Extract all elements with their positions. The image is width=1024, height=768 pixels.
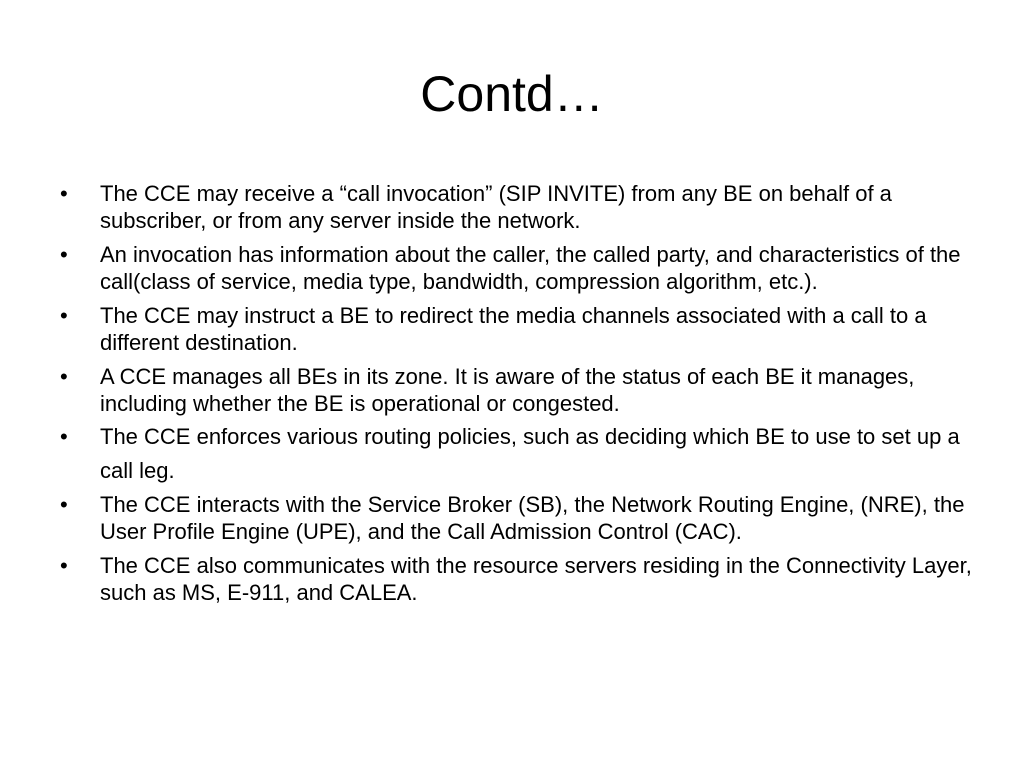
bullet-icon: • <box>60 181 68 206</box>
slide-title: Contd… <box>420 66 604 122</box>
bullet-text: The CCE may receive a “call invocation” (SIP INVITE) from any BE on behalf of a subscriber, or from any server inside the network. <box>100 181 892 233</box>
bullet-item <box>58 241 978 295</box>
bullet-item <box>58 363 978 417</box>
bullet-icon: • <box>60 303 68 328</box>
bullet-item <box>58 491 978 545</box>
bullet-text: The CCE interacts with the Service Broker (SB), the Network Routing Engine, (NRE), the User Profile Engine (UPE), and the Call Admission Control (CAC). <box>100 492 965 544</box>
bullet-text: The CCE enforces various routing policies, such as deciding which BE to use to set up a call leg. <box>100 424 960 483</box>
bullet-item <box>58 302 978 356</box>
bullet-list <box>58 180 978 613</box>
bullet-text: A CCE manages all BEs in its zone. It is aware of the status of each BE it manages, including whether the BE is operational or congested. <box>100 364 915 416</box>
bullet-text: The CCE also communicates with the resource servers residing in the Connectivity Layer, such as MS, E-911, and CALEA. <box>100 553 972 605</box>
bullet-icon: • <box>60 553 68 578</box>
bullet-text: An invocation has information about the caller, the called party, and characteristics of the call(class of service, media type, bandwidth, compression algorithm, etc.). <box>100 242 961 294</box>
bullet-icon: • <box>60 424 68 449</box>
bullet-icon: • <box>60 364 68 389</box>
bullet-item <box>58 180 978 234</box>
bullet-text: The CCE may instruct a BE to redirect the media channels associated with a call to a different destination. <box>100 303 927 355</box>
bullet-icon: • <box>60 242 68 267</box>
bullet-icon: • <box>60 492 68 517</box>
bullet-item <box>58 420 978 488</box>
bullet-item <box>58 552 978 606</box>
